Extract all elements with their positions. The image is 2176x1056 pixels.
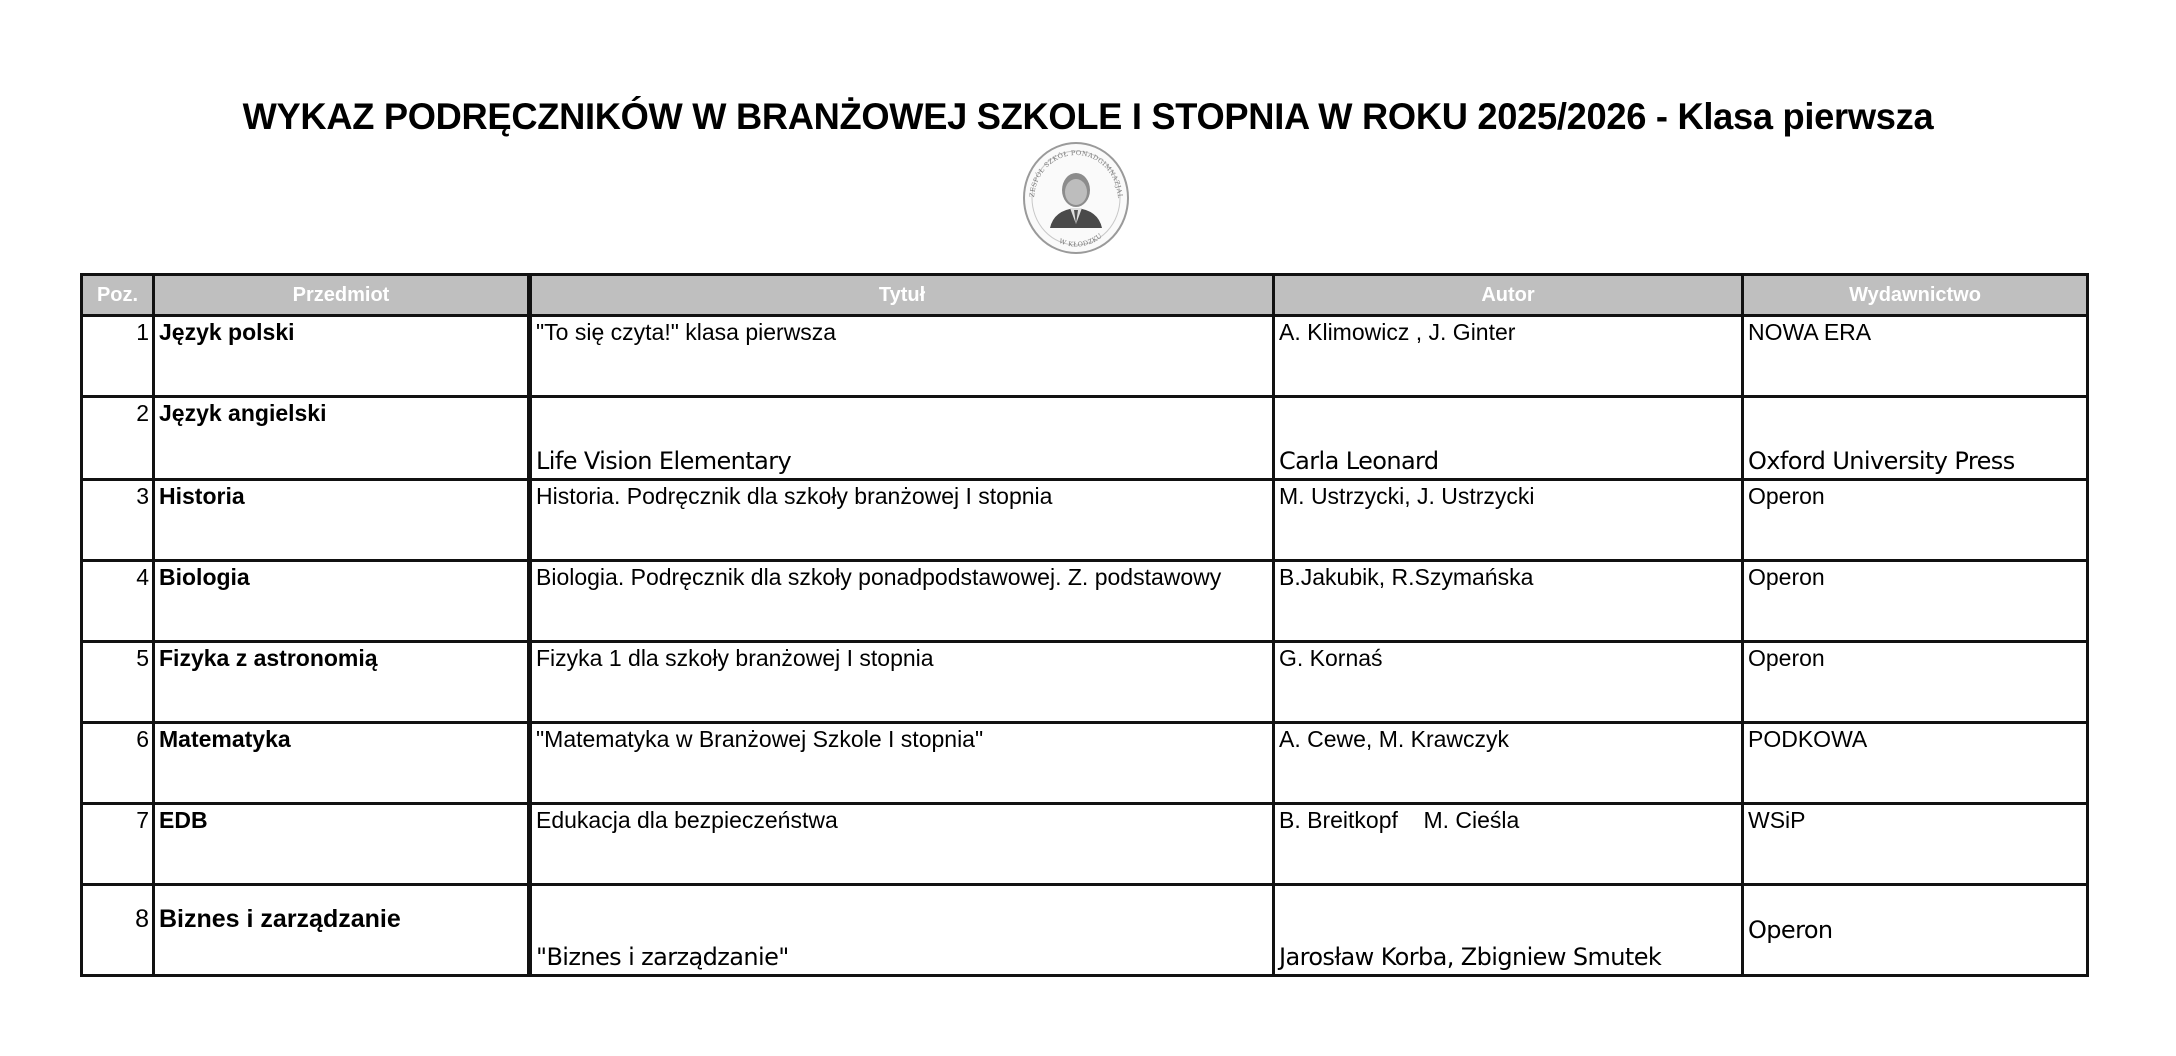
cell-title: "Biznes i zarządzanie" [530, 885, 1274, 976]
cell-author: G. Kornaś [1274, 642, 1743, 723]
cell-subject: EDB [154, 804, 530, 885]
school-seal-icon [1020, 140, 1132, 256]
cell-poz: 2 [82, 397, 154, 480]
cell-poz: 1 [82, 316, 154, 397]
cell-author: A. Klimowicz , J. Ginter [1274, 316, 1743, 397]
cell-subject: Język angielski [154, 397, 530, 480]
cell-publisher: PODKOWA [1743, 723, 2088, 804]
cell-title: Life Vision Elementary [530, 397, 1274, 480]
cell-publisher: NOWA ERA [1743, 316, 2088, 397]
cell-poz: 8 [82, 885, 154, 976]
column-header-poz: Poz. [82, 275, 154, 316]
cell-title: Biologia. Podręcznik dla szkoły ponadpodstawowej. Z. podstawowy [530, 561, 1274, 642]
cell-title: "To się czyta!" klasa pierwsza [530, 316, 1274, 397]
table-row [82, 561, 2088, 642]
school-seal-portrait-icon [1020, 140, 1132, 256]
cell-subject: Biznes i zarządzanie [154, 885, 530, 976]
table-row [82, 480, 2088, 561]
column-header-wydawnictwo: Wydawnictwo [1743, 275, 2088, 316]
table-row [82, 316, 2088, 397]
cell-author: A. Cewe, M. Krawczyk [1274, 723, 1743, 804]
table-row [82, 885, 2088, 976]
cell-author: M. Ustrzycki, J. Ustrzycki [1274, 480, 1743, 561]
table-header-row [82, 275, 2088, 316]
textbook-table [80, 273, 2089, 977]
cell-subject: Biologia [154, 561, 530, 642]
column-header-przedmiot: Przedmiot [154, 275, 530, 316]
cell-poz: 5 [82, 642, 154, 723]
cell-publisher: Operon [1743, 642, 2088, 723]
column-header-autor: Autor [1274, 275, 1743, 316]
cell-publisher: Operon [1743, 480, 2088, 561]
cell-title: "Matematyka w Branżowej Szkole I stopnia" [530, 723, 1274, 804]
cell-author: B. Breitkopf M. Cieśla [1274, 804, 1743, 885]
column-header-tytul: Tytuł [530, 275, 1274, 316]
seal-ring-text-top: ZESPÓŁ SZKÓŁ PONADGIMNAZJAL [1028, 148, 1125, 199]
table-row [82, 397, 2088, 480]
cell-title: Fizyka 1 dla szkoły branżowej I stopnia [530, 642, 1274, 723]
cell-poz: 6 [82, 723, 154, 804]
cell-poz: 3 [82, 480, 154, 561]
cell-subject: Matematyka [154, 723, 530, 804]
table-row [82, 723, 2088, 804]
cell-subject: Fizyka z astronomią [154, 642, 530, 723]
cell-poz: 7 [82, 804, 154, 885]
cell-publisher: Operon [1743, 561, 2088, 642]
table-row [82, 804, 2088, 885]
cell-publisher: Oxford University Press [1743, 397, 2088, 480]
cell-subject: Historia [154, 480, 530, 561]
cell-title: Edukacja dla bezpieczeństwa [530, 804, 1274, 885]
cell-author: Jarosław Korba, Zbigniew Smutek [1274, 885, 1743, 976]
document-title: WYKAZ PODRĘCZNIKÓW W BRANŻOWEJ SZKOLE I STOPNIA W ROKU 2025/2026 - Klasa pierwsza [242, 96, 1934, 137]
cell-author: Carla Leonard [1274, 397, 1743, 480]
cell-subject: Język polski [154, 316, 530, 397]
cell-author: B.Jakubik, R.Szymańska [1274, 561, 1743, 642]
cell-title: Historia. Podręcznik dla szkoły branżowej I stopnia [530, 480, 1274, 561]
cell-publisher: Operon [1743, 885, 2088, 976]
cell-poz: 4 [82, 561, 154, 642]
seal-ring-text-bottom: W KŁODZKU [1058, 231, 1104, 249]
cell-publisher: WSiP [1743, 804, 2088, 885]
table-row [82, 642, 2088, 723]
